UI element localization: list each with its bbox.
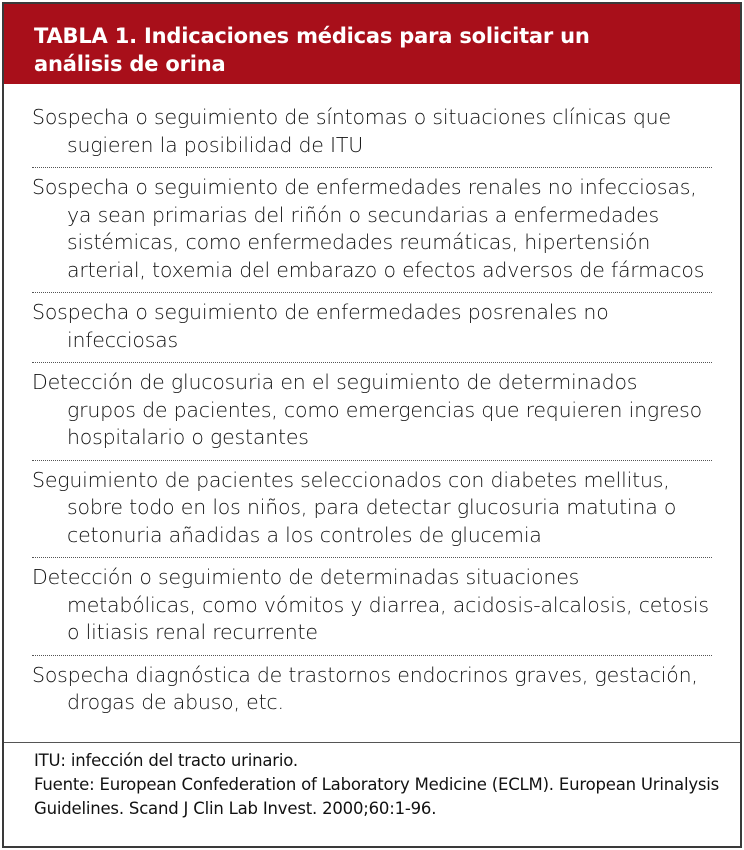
indication-row: Sospecha o seguimiento de enfermedades renales no infecciosas, ya sean primarias del riñón o secundarias a enfermedades sistémicas, como enfermedades reumáticas, hipertensión arterial, toxemia del embarazo o efectos adversos de fármacos: [32, 175, 705, 282]
indication-row: Sospecha o seguimiento de síntomas o situaciones clínicas que sugieren la posibilidad de ITU: [32, 105, 671, 157]
indication-row: Seguimiento de pacientes seleccionados con diabetes mellitus, sobre todo en los niños, para detectar glucosuria matutina o cetonuria añadidas a los controles de glucemia: [32, 467, 677, 547]
dotted-separator: [32, 557, 712, 558]
dotted-separator: [32, 460, 712, 461]
footnote-source: Fuente: European Confederation of Laboratory Medicine (ECLM). European Urinalysis Guidelines. Scand J Clin Lab Invest. 2000;60:1-96.: [34, 775, 720, 818]
indication-row: Detección de glucosuria en el seguimiento de determinados grupos de pacientes, como emergencias que requieren ingreso hospitalario o gestantes: [32, 370, 703, 449]
dotted-separator: [32, 292, 712, 293]
table-frame: [2, 2, 742, 848]
indication-row: Sospecha o seguimiento de enfermedades posrenales no infecciosas: [32, 300, 609, 352]
indication-row: Detección o seguimiento de determinadas situaciones metabólicas, como vómitos y diarrea, acidosis-alcalosis, cetosis o litiasis renal recurrente: [32, 565, 709, 644]
indication-row: Sospecha diagnóstica de trastornos endocrinos graves, gestación, drogas de abuso, etc.: [32, 662, 698, 714]
table-title: TABLA 1. Indicaciones médicas para solicitar un análisis de orina: [4, 4, 740, 84]
table-footnotes: [4, 742, 740, 846]
dotted-separator: [32, 167, 712, 168]
dotted-separator: [32, 362, 712, 363]
footnote-abbreviation: ITU: infección del tracto urinario.: [34, 751, 298, 770]
dotted-separator: [32, 655, 712, 656]
indications-list: [32, 104, 712, 717]
